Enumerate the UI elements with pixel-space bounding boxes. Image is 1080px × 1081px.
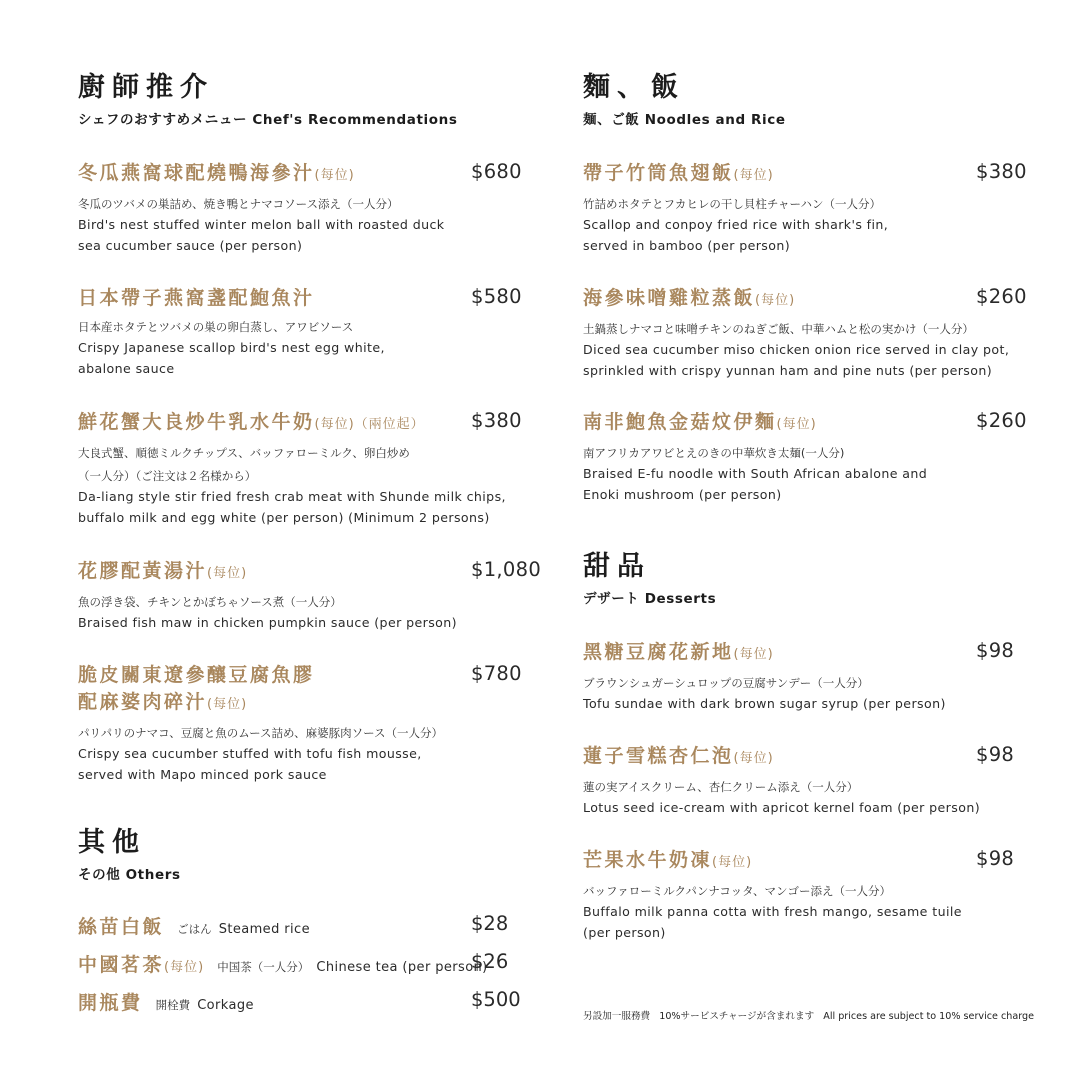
menu-item (78, 285, 548, 379)
item-price: $260 (976, 285, 1027, 308)
menu-item (583, 160, 1053, 256)
item-name: 中國茗茶 (78, 954, 165, 976)
item-unit: (每位) (207, 566, 248, 581)
section-subtitle-others: その他 Others (78, 867, 181, 883)
footer-zh: 另設加一服務費 (583, 1011, 651, 1022)
item-name: 花膠配黃湯汁(每位) (78, 560, 248, 582)
item-en: Enoki mushroom (per person) (583, 487, 782, 502)
item-name: 絲苗白飯 (78, 916, 165, 938)
item-price: $260 (976, 409, 1027, 432)
item-en: Crispy Japanese scallop bird's nest egg white, (78, 340, 385, 355)
menu-item (583, 639, 1053, 714)
item-jp: 南アフリカアワビとえのきの中華炊き太麺(一人分) (583, 446, 845, 460)
item-price: $1,080 (471, 558, 542, 581)
item-unit: (每位)（兩位起） (314, 417, 425, 432)
service-charge-note (583, 1008, 1040, 1022)
section-title-others: 其他 (78, 827, 146, 858)
menu-item (78, 662, 548, 785)
item-price: $26 (471, 950, 509, 973)
item-jp: ブラウンシュガーシュロップの豆腐サンデー（一人分） (583, 676, 869, 690)
item-en: Lotus seed ice-cream with apricot kernel foam (per person) (583, 800, 981, 815)
item-en: abalone sauce (78, 361, 175, 376)
item-jp: 蓮の実アイスクリーム、杏仁クリーム添え（一人分） (583, 780, 859, 794)
item-price: $380 (976, 160, 1027, 183)
item-price: $780 (471, 662, 522, 685)
item-jp: パリパリのナマコ、豆腐と魚のムース詰め、麻婆豚肉ソース（一人分） (78, 726, 444, 740)
item-name-line2: 配麻婆肉碎汁(每位) (78, 691, 248, 713)
item-unit: (每位) (733, 647, 774, 662)
item-name: 南非鮑魚金菇炆伊麵(每位) (583, 411, 817, 433)
section-subtitle-chef: シェフのおすすめメニュー Chef's Recommendations (78, 112, 458, 128)
item-en: Steamed rice (218, 922, 310, 937)
section-subtitle-noodles: 麺、ご飯 Noodles and Rice (583, 112, 786, 128)
item-en: sea cucumber sauce (per person) (78, 238, 303, 253)
item-price: $680 (471, 160, 522, 183)
menu-item (78, 558, 548, 633)
item-name: 海參味噌雞粒蒸飯(每位) (583, 287, 796, 309)
item-jp: 魚の浮き袋、チキンとかぼちゃソース煮（一人分） (78, 595, 342, 609)
item-price: $98 (976, 847, 1015, 870)
menu-item (583, 743, 1053, 818)
item-unit: (每位) (733, 168, 774, 183)
item-name: 芒果水牛奶凍(每位) (583, 849, 753, 871)
other-item (78, 950, 548, 977)
item-en: Braised fish maw in chicken pumpkin sauce (per person) (78, 615, 457, 630)
menu-item (583, 285, 1053, 381)
other-item (78, 912, 548, 939)
item-en: buffalo milk and egg white (per person) (Minimum 2 persons) (78, 510, 490, 525)
item-name: 蓮子雪糕杏仁泡(每位) (583, 745, 774, 767)
item-name: 鮮花蟹大良炒牛乳水牛奶(每位)（兩位起） (78, 411, 425, 433)
item-price: $380 (471, 409, 522, 432)
item-unit: (每位) (314, 168, 355, 183)
item-en: Buffalo milk panna cotta with fresh mango, sesame tuile (583, 904, 962, 919)
item-en: (per person) (583, 925, 666, 940)
item-price: $98 (976, 743, 1015, 766)
item-jp: 大良式蟹、順徳ミルクチップス、バッファローミルク、卵白炒め (78, 446, 410, 460)
item-price: $28 (471, 912, 509, 935)
item-en: served in bamboo (per person) (583, 238, 791, 253)
item-en: Corkage (197, 998, 254, 1013)
item-en: Scallop and conpoy fried rice with shark's fin, (583, 217, 889, 232)
menu-item (583, 409, 1053, 505)
section-title-noodles: 麵、飯 (583, 72, 685, 103)
menu-item (78, 160, 548, 256)
menu-item (78, 409, 548, 528)
item-unit: (每位) (755, 293, 796, 308)
item-jp: 日本産ホタテとツバメの巣の卵白蒸し、アワビソース (78, 320, 354, 334)
item-unit: (每位) (164, 960, 205, 975)
item-unit: (每位) (776, 417, 817, 432)
item-en: Braised E-fu noodle with South African abalone and (583, 466, 928, 481)
item-en: Bird's nest stuffed winter melon ball with roasted duck (78, 217, 445, 232)
item-jp: 土鍋蒸しナマコと味噌チキンのねぎご飯、中華ハムと松の実かけ（一人分） (583, 322, 974, 336)
other-item (78, 988, 548, 1015)
item-name: 日本帶子燕窩盞配鮑魚汁 (78, 287, 315, 309)
item-price: $580 (471, 285, 522, 308)
item-price: $500 (471, 988, 521, 1011)
item-unit: (每位) (733, 751, 774, 766)
item-jp: 開栓費 (155, 998, 191, 1012)
section-subtitle-desserts: デザート Desserts (583, 591, 717, 607)
item-jp: バッファローミルクパンナコッタ、マンゴー添え（一人分） (583, 884, 891, 898)
item-en: Da-liang style stir fried fresh crab meat with Shunde milk chips, (78, 489, 506, 504)
item-en: Tofu sundae with dark brown sugar syrup (per person) (583, 696, 946, 711)
item-en: Diced sea cucumber miso chicken onion rice served in clay pot, (583, 342, 1010, 357)
item-name: 帶子竹筒魚翅飯(每位) (583, 162, 774, 184)
item-en: Chinese tea (per person) (316, 960, 488, 975)
item-name: 黑糖豆腐花新地(每位) (583, 641, 774, 663)
item-en: Crispy sea cucumber stuffed with tofu fish mousse, (78, 746, 422, 761)
section-title-desserts: 甜品 (583, 551, 651, 582)
item-jp: ごはん (177, 922, 212, 936)
item-name: 脆皮關東遼參釀豆腐魚膠 (78, 664, 315, 686)
item-unit: (每位) (712, 855, 753, 870)
footer-jp: 10%サービスチャージが含まれます (659, 1011, 815, 1022)
item-en: served with Mapo minced pork sauce (78, 767, 327, 782)
item-price: $98 (976, 639, 1015, 662)
item-jp: （一人分）（ご注文は２名様から） (78, 469, 257, 483)
item-name: 冬瓜燕窩球配燒鴨海參汁(每位) (78, 162, 355, 184)
item-name: 開瓶費 (78, 992, 143, 1014)
item-jp: 中国茶（一人分） (217, 960, 310, 974)
item-en: sprinkled with crispy yunnan ham and pine nuts (per person) (583, 363, 993, 378)
menu-item (583, 847, 1053, 943)
item-jp: 冬瓜のツバメの巣詰め、焼き鴨とナマコソース添え（一人分） (78, 197, 399, 211)
item-unit: (每位) (207, 697, 248, 712)
footer-en: All prices are subject to 10% service charge (823, 1011, 1034, 1022)
item-jp: 竹詰めホタテとフカヒレの干し貝柱チャーハン（一人分） (583, 197, 881, 211)
section-title-chef: 廚師推介 (78, 72, 214, 103)
